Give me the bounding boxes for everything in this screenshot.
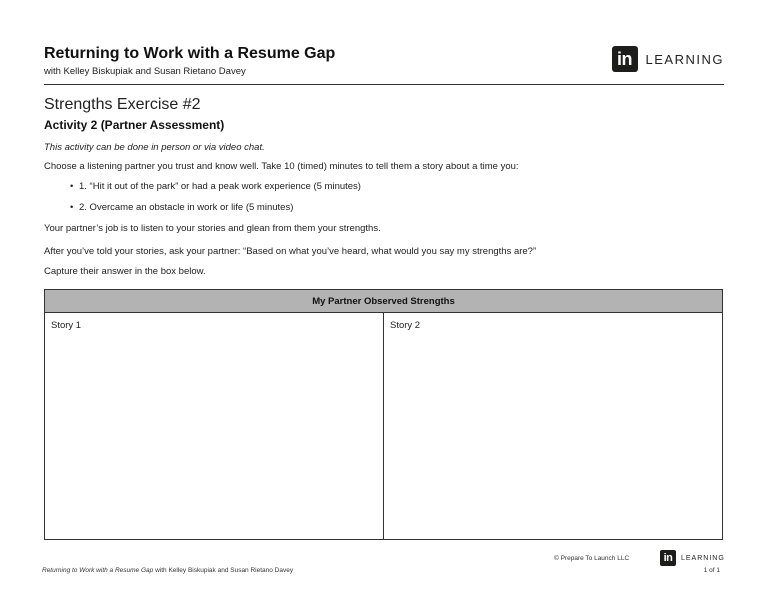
paragraph-partner-job: Your partner’s job is to listen to your stories and glean from them your strengths.: [44, 223, 381, 234]
story-1-cell[interactable]: [45, 312, 383, 539]
paragraph-ask-partner: After you’ve told your stories, ask your partner: “Based on what you’ve heard, what would you say my strengths are?”: [44, 246, 537, 257]
paragraph-capture: Capture their answer in the box below.: [44, 266, 206, 277]
linkedin-in-icon: in: [612, 46, 638, 72]
learning-wordmark: LEARNING: [681, 554, 725, 562]
footer-linkedin-learning-logo: [660, 550, 725, 566]
footer-authors: with Kelley Biskupiak and Susan Rietano Davey: [153, 567, 294, 574]
bullet-item: • 2. Overcame an obstacle in work or life (5 minutes): [70, 202, 294, 213]
strengths-table: [44, 289, 723, 540]
page-header: [44, 44, 724, 85]
footer-course: [42, 567, 293, 574]
course-authors: with Kelley Biskupiak and Susan Rietano Davey: [44, 66, 246, 77]
exercise-title: Strengths Exercise #2: [44, 96, 201, 113]
activity-note: This activity can be done in person or via video chat.: [44, 142, 265, 153]
footer-copyright: © Prepare To Launch LLC: [554, 555, 630, 562]
linkedin-learning-logo: [612, 46, 724, 72]
bullet-text: 2. Overcame an obstacle in work or life (5 minutes): [79, 202, 294, 213]
story-2-label: Story 2: [390, 320, 421, 331]
story-1-label: Story 1: [51, 320, 82, 331]
table-header: My Partner Observed Strengths: [45, 290, 722, 313]
instructions-intro: Choose a listening partner you trust and know well. Take 10 (timed) minutes to tell them a story about a time you:: [44, 161, 519, 172]
linkedin-in-icon: in: [660, 550, 676, 566]
activity-title: Activity 2 (Partner Assessment): [44, 118, 225, 132]
story-2-cell[interactable]: [383, 312, 722, 539]
course-title: Returning to Work with a Resume Gap: [44, 45, 336, 62]
page-number: 1 of 1: [703, 567, 720, 574]
bullet-item: • 1. “Hit it out of the park” or had a peak work experience (5 minutes): [70, 181, 361, 192]
bullet-text: 1. “Hit it out of the park” or had a peak work experience (5 minutes): [79, 181, 361, 192]
learning-wordmark: LEARNING: [645, 51, 724, 67]
footer-course-title: Returning to Work with a Resume Gap: [42, 567, 154, 574]
